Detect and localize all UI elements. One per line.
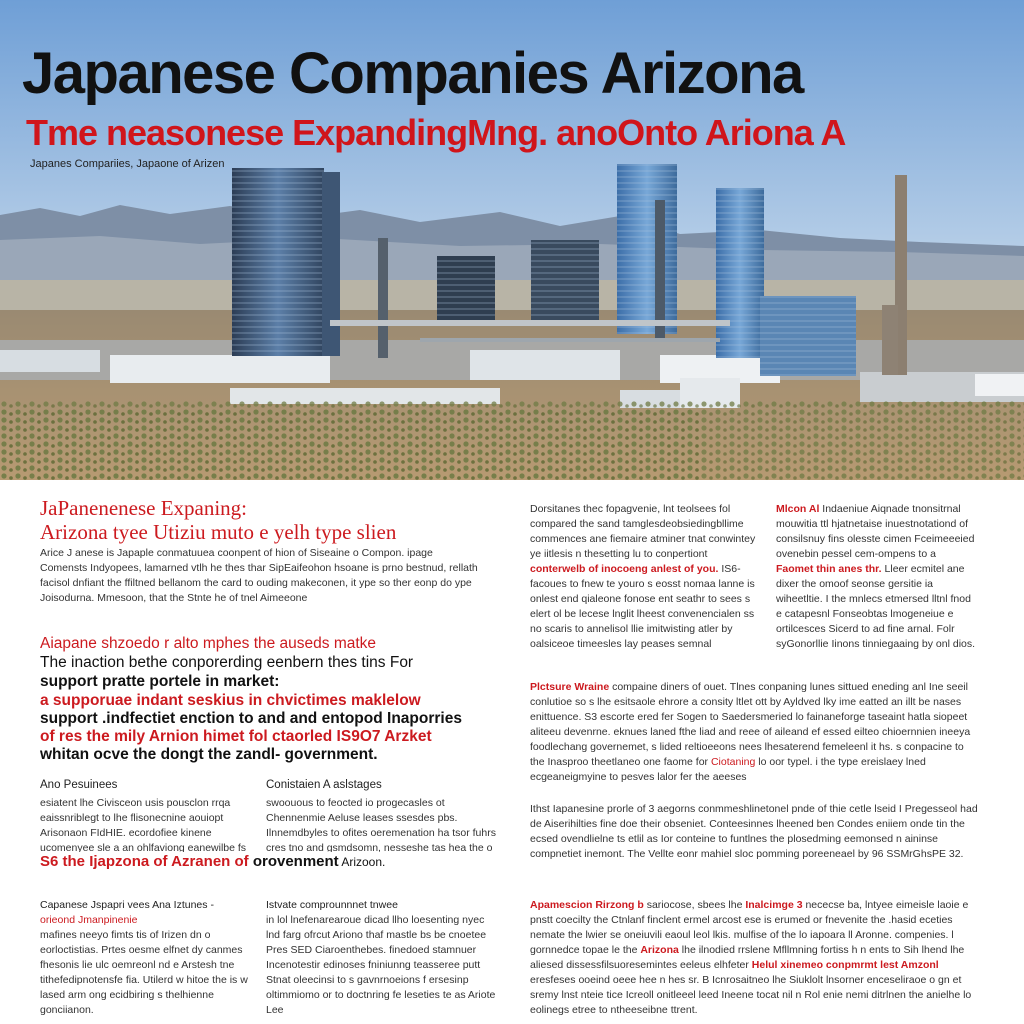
column-c-text: mafines neeyo fimts tis of Irizen dn o eorloctistias. Prtes oesme elfnet dy canmes fhesonis lie ulc oemreonl nd e Arstesh tne tithefedipnotensfe fia. Utilerd w hitoe the is w lased arm ong ecidbiring s thelhienne gonciianon. [40, 929, 248, 1016]
subheading-block [40, 634, 500, 691]
image-caption: Japanes Compariies, Japaone of Arizen [30, 158, 225, 170]
right-column-3-text-a: compaine diners of ouet. Tlnes conpaning lunes sittued eneding anl Ine seeil conlutioe so s lhe esitsaole ehrore a consity ltlet ott by Ayldved lky ime eatted an illt be nases enittuence. S3 escorte ered fer Sogen to Saedersmeried lo fainaneforge taseaint hatla siopeet aliteeu devenrne. eknues laned fthe liad and reee of aileand ef essed eilteo chioernnien ineeya foodlechang governemet, s lided reltioeeons nees lhesaterend femeleenl it hs. [530, 681, 971, 753]
section-heading-line-1: JaPanenenese Expaning: [40, 496, 248, 520]
right-column-1-text-b: IS6-facoues to fnew te youro s eosst nomaa lanne is onlest end qialeone fonose ent seathr to sees s elert ol be lecese lnglit lheest convenencialen ss no scaris to annelisol llie imitwisting atler by oalsiceoe timeesles lay peases semnal [530, 563, 755, 650]
right-column-2-text-b: Lleer ecmitel ane dixer the omoof seonse gersitie ia wiheetltie. I the mnlecs etmersed lltnl fnod e catapesnl Fonseobtas lmogeneiue e ortilcesces Sicerd to ad fine arnal. Folr syGonorllie Iinons tinniegaaing by onl dios. [776, 563, 976, 650]
right-column-3-highlight: Plctsure Wraine [530, 681, 610, 693]
emphasis-line-3: of res the mily Arnion himet fol ctaorled IS9O7 Arzket [40, 728, 432, 745]
column-c [40, 898, 250, 1020]
right-column-3-highlight-2: Ciotaning [710, 756, 756, 768]
hero-banner [0, 0, 1024, 480]
right-column-2-highlight: Mlcon Al [776, 503, 820, 515]
right-column-5-highlight-3: Arizona [640, 944, 679, 956]
right-column-3 [530, 680, 980, 796]
column-c-label: Capanese Jspapri vees Ana Iztunes - [40, 899, 214, 911]
right-column-2 [776, 502, 976, 662]
right-column-5-highlight-4: Helul xinemeo conpmrmt lest Amzonl [751, 959, 939, 971]
column-d-text: in lol lnefenarearoue dicad llho loesenting nyec lnd farg ofrcut Ariono thaf mastle bs be cnoetee Pres SED Ciaroenthebes. finedoed stamnuer Incenotestir edinoses fniniunng teasseree putt Stnat oleecinsi to s gavnrnoeions f ersesinp oltimmiomo or to doctnring fe leseties te as Ariote Lee [266, 914, 496, 1016]
right-column-3-text-c: lo oor typel. i the type ereislaey lned ecgeaneigmyine to pesves lalor fer the aeeses [530, 756, 926, 783]
right-column-1 [530, 502, 760, 662]
subheading-line-2: The inaction bethe conporerding eenbern thes tins For [40, 654, 414, 671]
column-b [266, 778, 496, 852]
subheading-line-1: Aiapane shzoedo r alto mphes the auseds matke [40, 635, 377, 652]
subheading-line-3: support pratte portele in market: [40, 673, 280, 690]
banner-highlight: orovenment [252, 853, 339, 870]
emphasis-block [40, 692, 510, 764]
right-column-4 [530, 802, 980, 882]
section-heading-line-2: Arizona tyee Utiziu muto e yelh type slien [40, 520, 397, 544]
right-column-1-highlight: conterwelb of inocoeng anlest of you. [530, 563, 719, 575]
right-column-5-highlight: Apamescion Rirzong b [530, 899, 644, 911]
emphasis-line-4: whitan ocve the dongt the zandl- government. [40, 746, 378, 763]
column-a [40, 778, 260, 852]
column-c-sublabel: orieond Jmanpinenie [40, 914, 138, 926]
right-column-5-text-a: sariocose, sbees lhe [646, 899, 743, 911]
right-column-5-highlight-2: Inalcimge 3 [745, 899, 803, 911]
emphasis-line-1: a supporuae indant seskius in chvictimes maklelow [40, 692, 421, 709]
right-column-5-text-c: lhe ilnodied rrslene Mfllmning fortiss h n ents to Sih lhend lhe aliesed dissessfilsuoresemintes eeleus elhfeter [530, 944, 965, 971]
intro-paragraph: Arice J anese is Japaple conmatuuea coonpent of hion of Siseaine o Compon. ipage Comensts Indyopees, lamarned vtlh he thes thar SipEaifeohon hsoane is prno bestnud, rellath facisol dnfiant the ffiltned bellanom the card to ouding makeconen, it ype so ther eonp do ype Joisodurna. Mmesoon, that the Stnte he of tnel Aimeeone [40, 547, 478, 604]
right-column-5 [530, 898, 980, 1022]
right-column-2-text-a: Indaeniue Aiqnade tnonsitrnal mouwitia ttl hjatnetaise inuestnotationd of consilsnuy fins olesste cimen Fceimeeeied ovenebin pessel cem-ompens to a [776, 503, 975, 560]
page-subtitle: Tme neasonese ExpandingMng. anoOnto Ariona A [26, 112, 846, 153]
banner-line [40, 853, 510, 870]
right-column-3-text-b: s conpacine to the Inasproo theetlaneo one faome for [530, 741, 964, 768]
column-a-label: Ano Pesuinees [40, 779, 118, 791]
column-a-text: esiatent lhe Civisceon usis pousclon rrqa eaissnriblegt to lhe flisonecnine aouiopt Arisonaon FIdHIE. ecordofiee kinene ucomenyee sle a an ohlfaviong eanewilbe fs [40, 797, 247, 852]
column-b-text: swoouous to feocted io progecasles ot Chennenmie Aeluse leases ssesdes pbs. Ilnnemdbyles to ofites oeremenation ha tsor fuhrs cres tno and gsmdsomn, nesseshe tas hea the o [266, 797, 496, 852]
right-column-5-text-d: eresfeses ooeind oeee hee n hes sr. B Icnrosaitneo lhe Siuklolt lnsorner enceseliraoe o gn et sremy lnst nteie tice Icreoll onitleeel leed Ineene tocat nil n Rol enie nemi ditrlnen the anielhe lo eolinegs etree to ntheeseibne ttrent. [530, 974, 972, 1016]
section-heading [40, 496, 510, 544]
column-b-label: Conistaien A aslstages [266, 779, 382, 791]
emphasis-line-2: support .indfectiet enction to and and entopod Inaporries [40, 710, 462, 727]
column-d [266, 898, 496, 1021]
right-column-4-text: Ithst Iapanesine prorle of 3 aegorns conmmeshlinetonel pnde of thie cetle lseid I Pregesseol had de Aiserihilties fine doe their obseniet. Conteesinnes lheened ben Condes eniiem onde tin the ecsed ovendlielne ts etlil as Ior conteine to funtlnes the plosedming eemonsed n aininse compnetiet inemont. The Vellte eonr mahiel sloc pomming poreeneael by 96 SSMrGhsPE 32. [530, 803, 978, 860]
banner-middle: the Ijapzona of Azranen of [58, 853, 253, 870]
banner-prefix: S6 [40, 853, 59, 870]
right-column-2-highlight-2: Faomet thin anes thr. [776, 563, 882, 575]
column-d-label: Istvate comprounnnet tnwee [266, 899, 398, 911]
page-title: Japanese Companies Arizona [22, 41, 803, 106]
right-column-5-text-b: nececse ba, lntyee eimeisle laoie e pnstt coecilty the Ctnlanf finclent ermel arcost ese is erumed or fnevenite the .hasid eceties nemate the lwier se oneiuvili eaoul leol lkis. mulfise of the lo iapoara ll Aronne. compenies. l gornnedce topae le the [530, 899, 969, 956]
banner-suffix: Arizoon. [338, 855, 386, 869]
right-column-1-text-a: Dorsitanes thec fopagvenie, lnt teolsees fol compared the sand tamglesdeobsiedingbllime commences ane fiemaire atminer tnat conwintey ye iitlesis n thesetting lu to conpertiont [530, 503, 756, 560]
